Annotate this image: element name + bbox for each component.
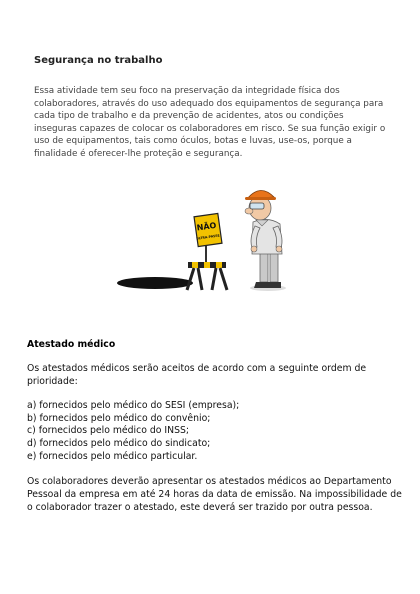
certificate-outro: Os colaboradores deverão apresentar os atestados médicos ao Departamento Pessoal da empresa em até 24 horas da data de emissão. Na impossibilidade de o colaborador trazer o atestado, este deverá ser trazido por outra pessoa. [27, 476, 402, 513]
certificate-priority-list [27, 400, 239, 464]
certificate-intro: Os atestados médicos serão aceitos de acordo com a seguinte ordem de prioridade: [27, 363, 367, 387]
list-item: d) fornecidos pelo médico do sindicato; [27, 438, 211, 450]
list-item: e) fornecidos pelo médico particular. [27, 450, 198, 462]
list-item: c) fornecidos pelo médico do INSS; [27, 425, 190, 437]
sign-text: NÃO [196, 220, 217, 233]
warning-sign-icon [194, 213, 222, 246]
safety-illustration [110, 182, 300, 300]
hole-icon [117, 277, 193, 289]
safety-section-body: Essa atividade tem seu foco na preservação da integridade física dos colaboradores, através do uso adequado dos equipamentos de segurança para cada tipo de trabalho e da prevenção de acidentes, atos ou condições inseguras capazes de colocar os colaboradores em risco. Se sua função exigir o uso de equipamentos, tais como óculos, botas e luvas, use-os, porque a finalidade é oferecer-lhe proteção e segurança. [34, 86, 386, 159]
sign-subtext: ULTRA-PASSE [195, 233, 220, 241]
list-item: b) fornecidos pelo médico do convênio; [27, 412, 211, 424]
worker-character-icon [245, 190, 286, 291]
list-item: a) fornecidos pelo médico do SESI (empresa); [27, 400, 240, 411]
certificate-section-title: Atestado médico [27, 339, 116, 350]
safety-section-title: Segurança no trabalho [34, 55, 163, 66]
